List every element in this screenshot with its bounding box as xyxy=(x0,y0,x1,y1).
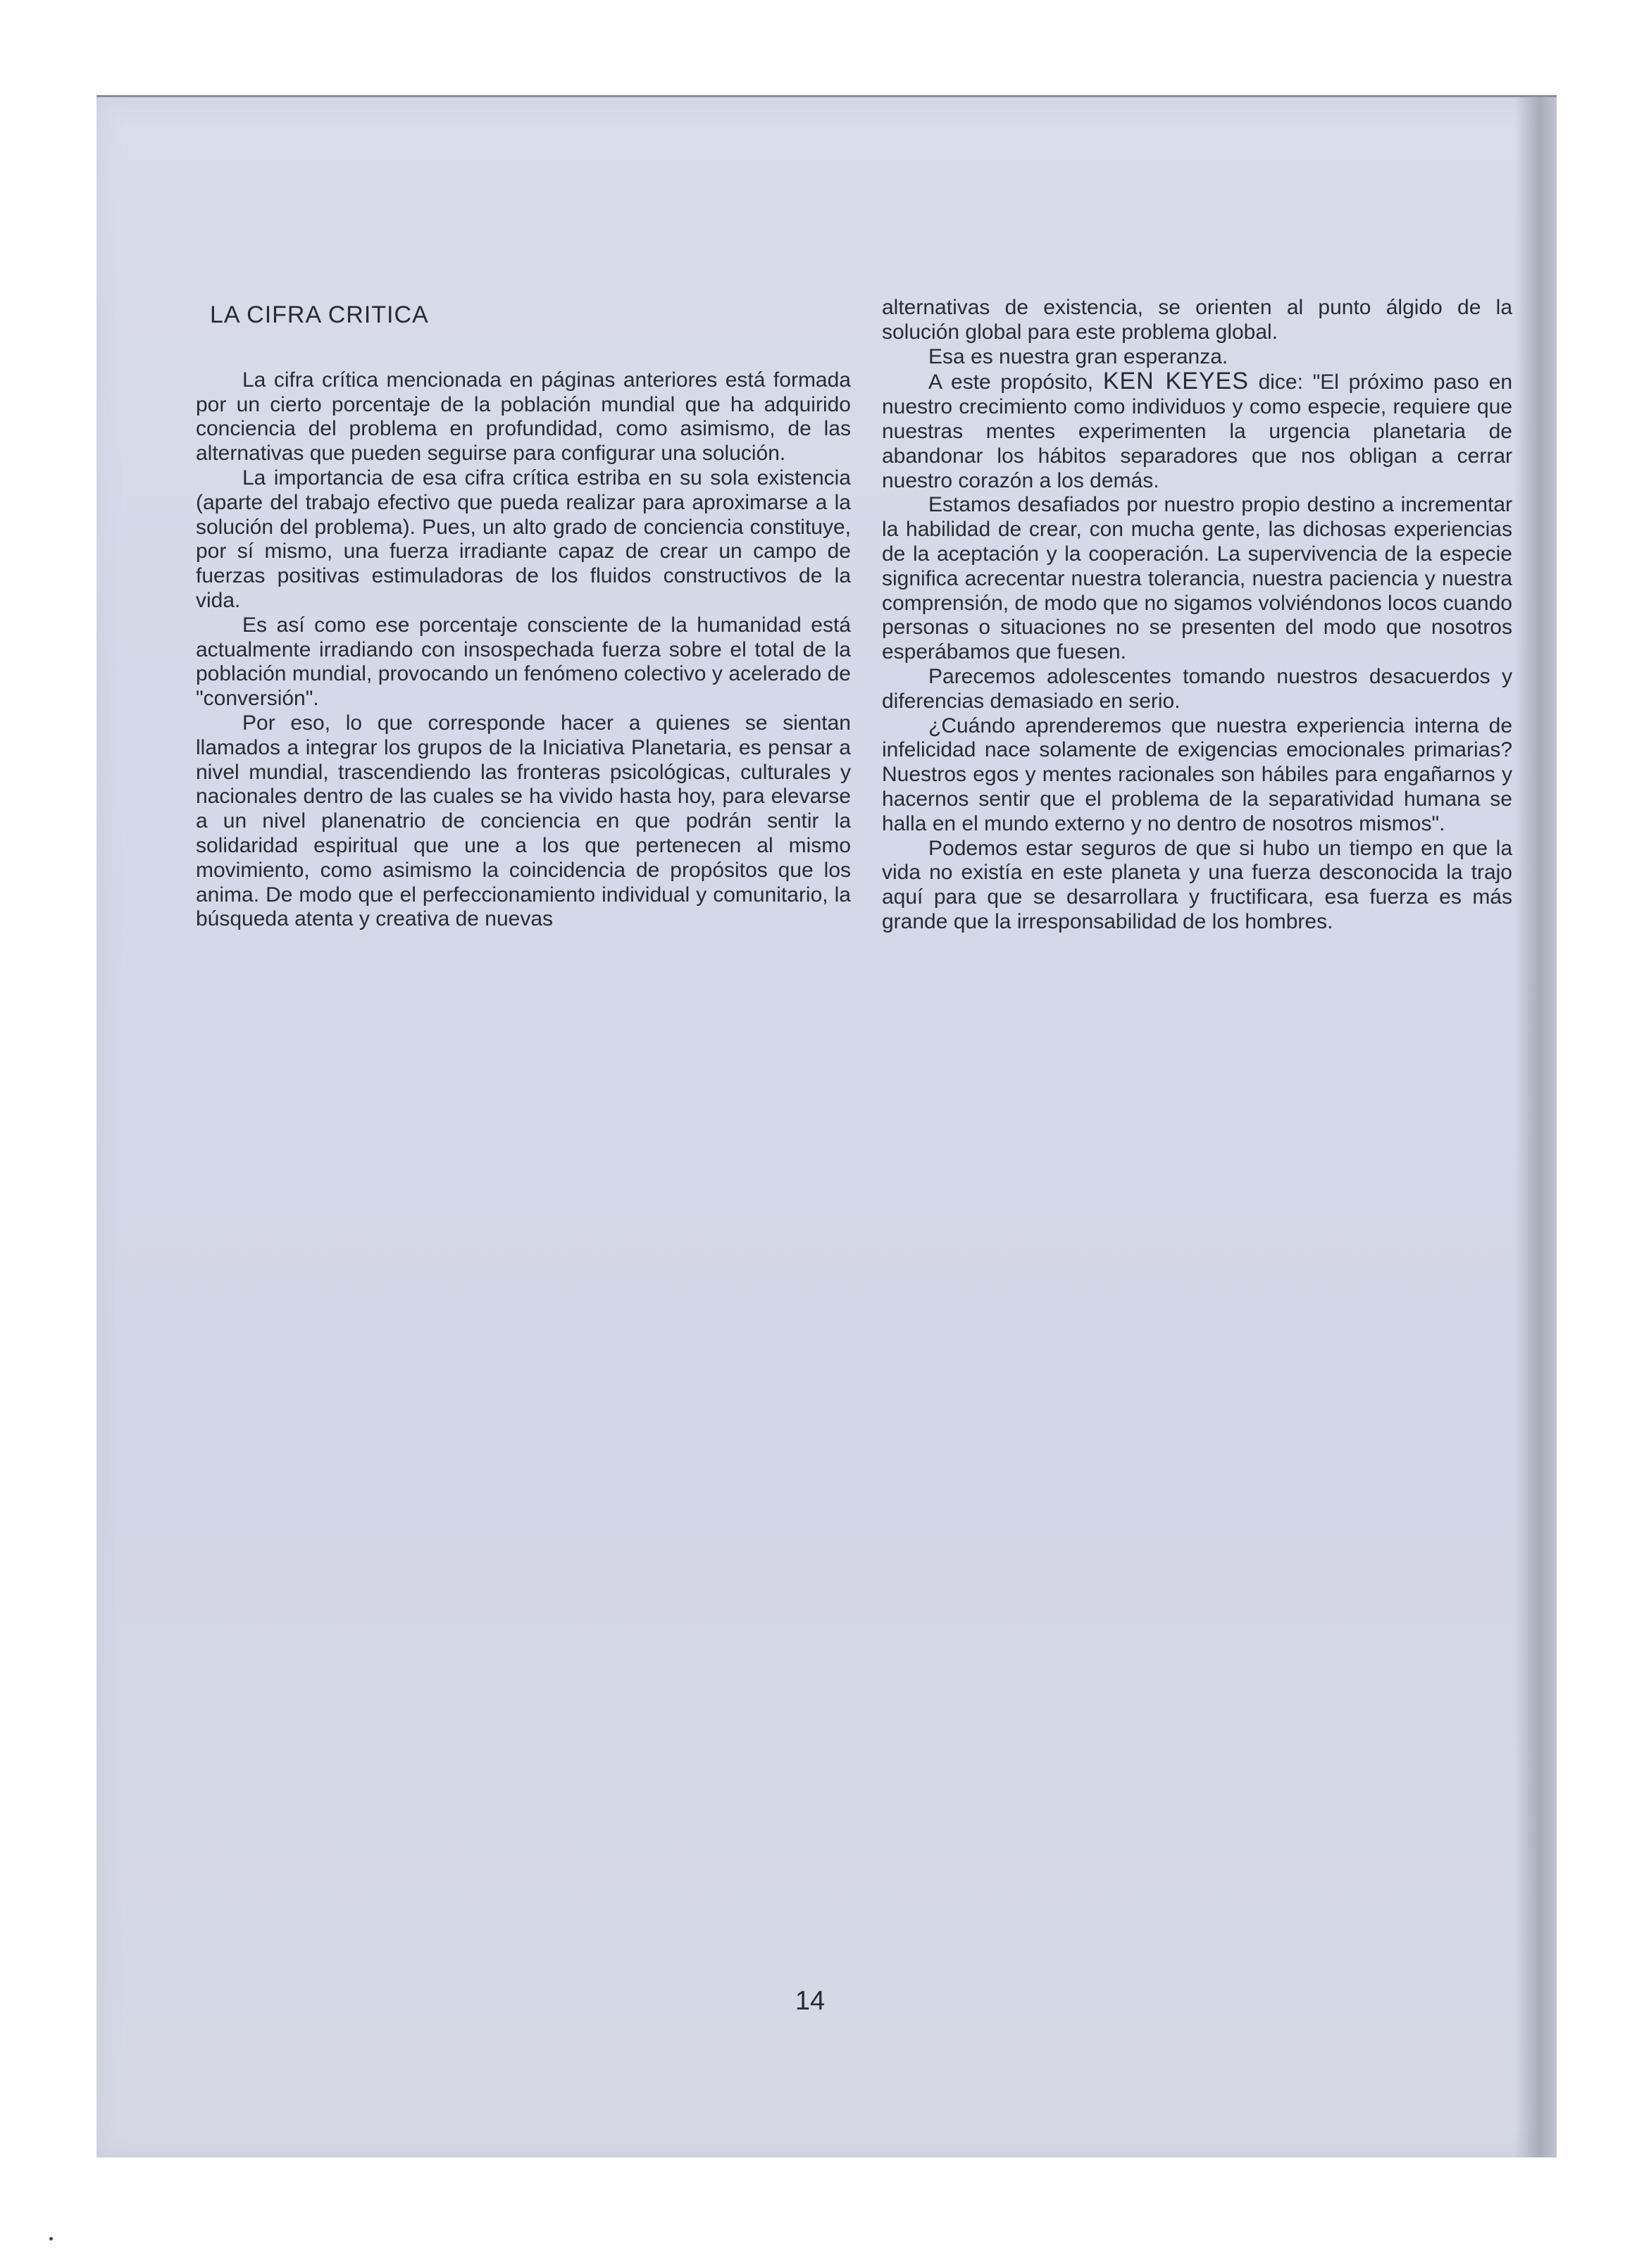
paragraph: La cifra crítica mencionada en páginas anteriores está formada por un cierto porcentaje de la población mundial que ha adquirido conciencia del problema en profundidad, como asimismo, de las alternativas que pueden seguirse para configurar una solución. xyxy=(196,368,851,466)
paragraph-continuation: alternativas de existencia, se orienten al punto álgido de la solución global para este problema global. xyxy=(882,296,1512,344)
paragraph: Por eso, lo que corresponde hacer a quienes se sientan llamados a integrar los grupos de la Iniciativa Planetaria, es pensar a nivel mundial, trascendiendo las fronteras psicológicas, culturales y nacionales dentro de las cuales se ha vivido hasta hoy, para elevarse a un nivel planenatrio de conciencia en que podrán sentir la solidaridad espiritual que une a los que pertenecen al mismo movimiento, como asimismo la coincidencia de propósitos que los anima. De modo que el perfeccionamiento individual y comunitario, la búsqueda atenta y creativa de nuevas xyxy=(196,711,851,931)
page-number: 14 xyxy=(795,1986,826,2016)
right-column xyxy=(882,296,1512,935)
paragraph: La importancia de esa cifra crítica estriba en su sola existencia (aparte del trabajo efectivo que pueda realizar para aproximarse a la solución del problema). Pues, un alto grado de conciencia constituye, por sí mismo, una fuerza irradiante capaz de crear un campo de fuerzas positivas estimuladoras de los fluidos constructivos de la vida. xyxy=(196,466,851,612)
paragraph: ¿Cuándo aprenderemos que nuestra experiencia interna de infelicidad nace solamente de exigencias emocionales primarias? Nuestros egos y mentes racionales son hábiles para engañarnos y hacernos sentir que el problema de la separatividad humana se halla en el mundo externo y no dentro de nosotros mismos". xyxy=(882,714,1512,835)
scan-speck xyxy=(49,2237,53,2241)
quote-text: dice: "El próximo paso en nuestro crecimiento como individuos y como especie, requiere que nuestras mentes experimenten la urgencia planetaria de abandonar los hábitos separadores que nos obligan a cerrar nuestro corazón a los demás. xyxy=(882,370,1513,492)
paragraph: Es así como ese porcentaje consciente de la humanidad está actualmente irradiando con insospechada fuerza sobre el total de la población mundial, provocando un fenómeno colectivo y acelerado de "conversión". xyxy=(196,613,851,711)
paragraph: Esa es nuestra gran esperanza. xyxy=(928,344,1228,368)
quote-author: KEN KEYES xyxy=(1102,368,1249,395)
quote-intro: A este propósito, xyxy=(928,370,1094,394)
left-column xyxy=(196,296,851,932)
paragraph: Podemos estar seguros de que si hubo un tiempo en que la vida no existía en este planeta y una fuerza desconocida la trajo aquí para que se desarrollara y fructificara, esa fuerza es más grande que la irresponsabilidad de los hombres. xyxy=(882,836,1512,933)
section-title: LA CIFRA CRITICA xyxy=(210,301,429,328)
paragraph: Parecemos adolescentes tomando nuestros desacuerdos y diferencias demasiado en serio. xyxy=(882,664,1512,713)
quote-paragraph xyxy=(882,369,1512,493)
paragraph: Estamos desafiados por nuestro propio destino a incrementar la habilidad de crear, con mucha gente, las dichosas experiencias de la aceptación y la cooperación. La supervivencia de la especie significa acrecentar nuestra tolerancia, nuestra paciencia y nuestra comprensión, de modo que no sigamos volviéndonos locos cuando personas o situaciones no se presenten del modo que nosotros esperábamos que fuesen. xyxy=(882,493,1512,664)
